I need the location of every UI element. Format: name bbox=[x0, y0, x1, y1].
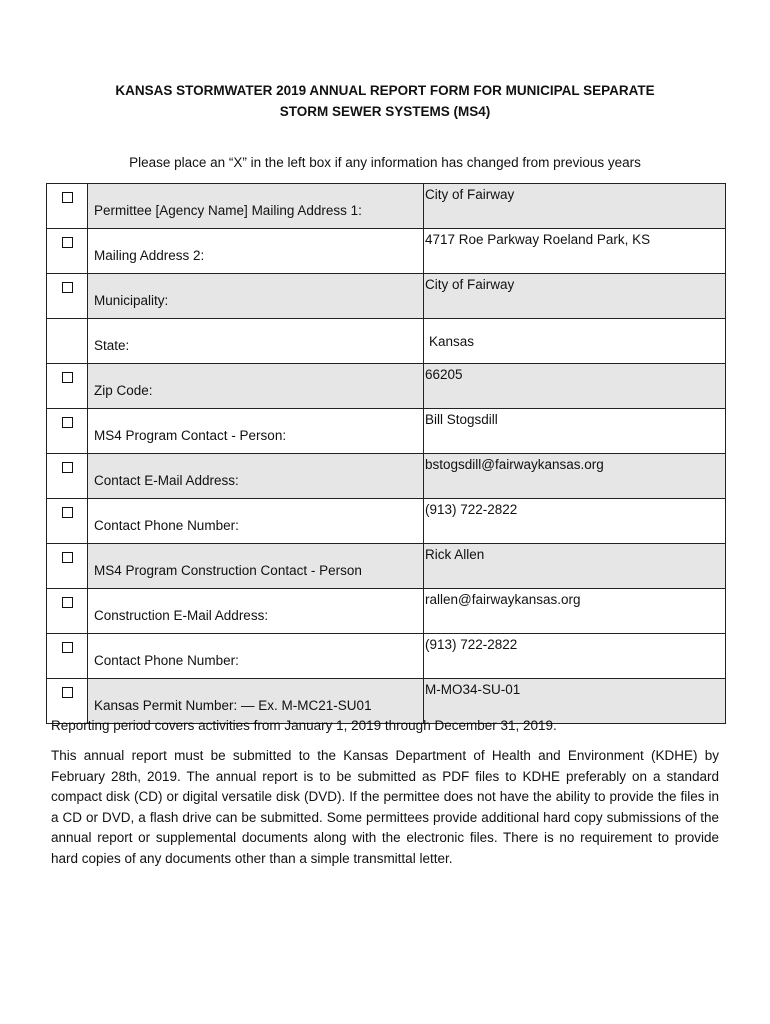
changed-checkbox[interactable] bbox=[62, 552, 73, 563]
form-body bbox=[47, 184, 726, 724]
field-value[interactable]: bstogsdill@fairwaykansas.org bbox=[424, 454, 726, 499]
field-value[interactable]: City of Fairway bbox=[424, 274, 726, 319]
field-label: Zip Code: bbox=[88, 364, 424, 409]
field-label: MS4 Program Contact - Person: bbox=[88, 409, 424, 454]
field-label: Contact Phone Number: bbox=[88, 634, 424, 679]
title-line-2: STORM SEWER SYSTEMS (MS4) bbox=[279, 104, 491, 119]
field-value[interactable]: City of Fairway bbox=[424, 184, 726, 229]
changed-checkbox[interactable] bbox=[62, 372, 73, 383]
checkbox-cell bbox=[47, 229, 88, 274]
form-row bbox=[47, 184, 726, 229]
checkbox-cell bbox=[47, 184, 88, 229]
form-row bbox=[47, 499, 726, 544]
field-label: Contact E-Mail Address: bbox=[88, 454, 424, 499]
checkbox-cell bbox=[47, 364, 88, 409]
changed-checkbox[interactable] bbox=[62, 687, 73, 698]
checkbox-cell bbox=[47, 499, 88, 544]
form-row bbox=[47, 364, 726, 409]
reporting-period-text: Reporting period covers activities from January 1, 2019 through December 31, 2019. bbox=[51, 718, 557, 733]
field-label: Mailing Address 2: bbox=[88, 229, 424, 274]
field-value[interactable]: 66205 bbox=[424, 364, 726, 409]
form-row bbox=[47, 589, 726, 634]
field-value[interactable]: M-MO34-SU-01 bbox=[424, 679, 726, 724]
instruction-text: Please place an “X” in the left box if any information has changed from previous years bbox=[129, 155, 641, 170]
form-row bbox=[47, 634, 726, 679]
field-label: Kansas Permit Number: — Ex. M-MC21-SU01 bbox=[88, 679, 424, 724]
changed-checkbox[interactable] bbox=[62, 192, 73, 203]
field-label: Permittee [Agency Name] Mailing Address 1: bbox=[88, 184, 424, 229]
changed-checkbox[interactable] bbox=[62, 507, 73, 518]
field-value[interactable]: (913) 722-2822 bbox=[424, 634, 726, 679]
checkbox-cell bbox=[47, 634, 88, 679]
changed-checkbox[interactable] bbox=[62, 237, 73, 248]
submission-instructions-text: This annual report must be submitted to the Kansas Department of Health and Environment (KDHE) by February 28th, 2019. The annual report is to be submitted as PDF files to KDHE preferably on a standard compact disk (CD) or digital versatile disk (DVD). If the permittee does not have the ability to provide the files in a CD or DVD, a flash drive can be submitted. Some permittees provide additional hard copy submissions of the annual report or supplemental documents along with the electronic files. There is no requirement to provide hard copies of any documents other than a simple transmittal letter. bbox=[51, 748, 719, 866]
page-title bbox=[0, 80, 770, 122]
field-label: Contact Phone Number: bbox=[88, 499, 424, 544]
changed-checkbox[interactable] bbox=[62, 597, 73, 608]
checkbox-cell bbox=[47, 409, 88, 454]
changed-checkbox[interactable] bbox=[62, 642, 73, 653]
field-value[interactable]: Bill Stogsdill bbox=[424, 409, 726, 454]
field-label: State: bbox=[88, 319, 424, 364]
field-label: Construction E-Mail Address: bbox=[88, 589, 424, 634]
form-row bbox=[47, 409, 726, 454]
form-row bbox=[47, 544, 726, 589]
checkbox-cell bbox=[47, 454, 88, 499]
form-row bbox=[47, 319, 726, 364]
permittee-info-table bbox=[46, 183, 726, 724]
form-row bbox=[47, 274, 726, 319]
title-line-1: KANSAS STORMWATER 2019 ANNUAL REPORT FORM FOR MUNICIPAL SEPARATE bbox=[115, 83, 655, 98]
field-label: MS4 Program Construction Contact - Person bbox=[88, 544, 424, 589]
checkbox-cell bbox=[47, 274, 88, 319]
checkbox-cell bbox=[47, 589, 88, 634]
form-row bbox=[47, 229, 726, 274]
field-value[interactable]: 4717 Roe Parkway Roeland Park, KS bbox=[424, 229, 726, 274]
field-value[interactable]: Rick Allen bbox=[424, 544, 726, 589]
field-value[interactable]: Kansas bbox=[424, 319, 726, 364]
checkbox-cell bbox=[47, 319, 88, 364]
changed-checkbox[interactable] bbox=[62, 282, 73, 293]
checkbox-cell bbox=[47, 544, 88, 589]
form-row bbox=[47, 454, 726, 499]
field-value[interactable]: rallen@fairwaykansas.org bbox=[424, 589, 726, 634]
changed-checkbox[interactable] bbox=[62, 462, 73, 473]
field-label: Municipality: bbox=[88, 274, 424, 319]
field-value[interactable]: (913) 722-2822 bbox=[424, 499, 726, 544]
changed-checkbox[interactable] bbox=[62, 417, 73, 428]
